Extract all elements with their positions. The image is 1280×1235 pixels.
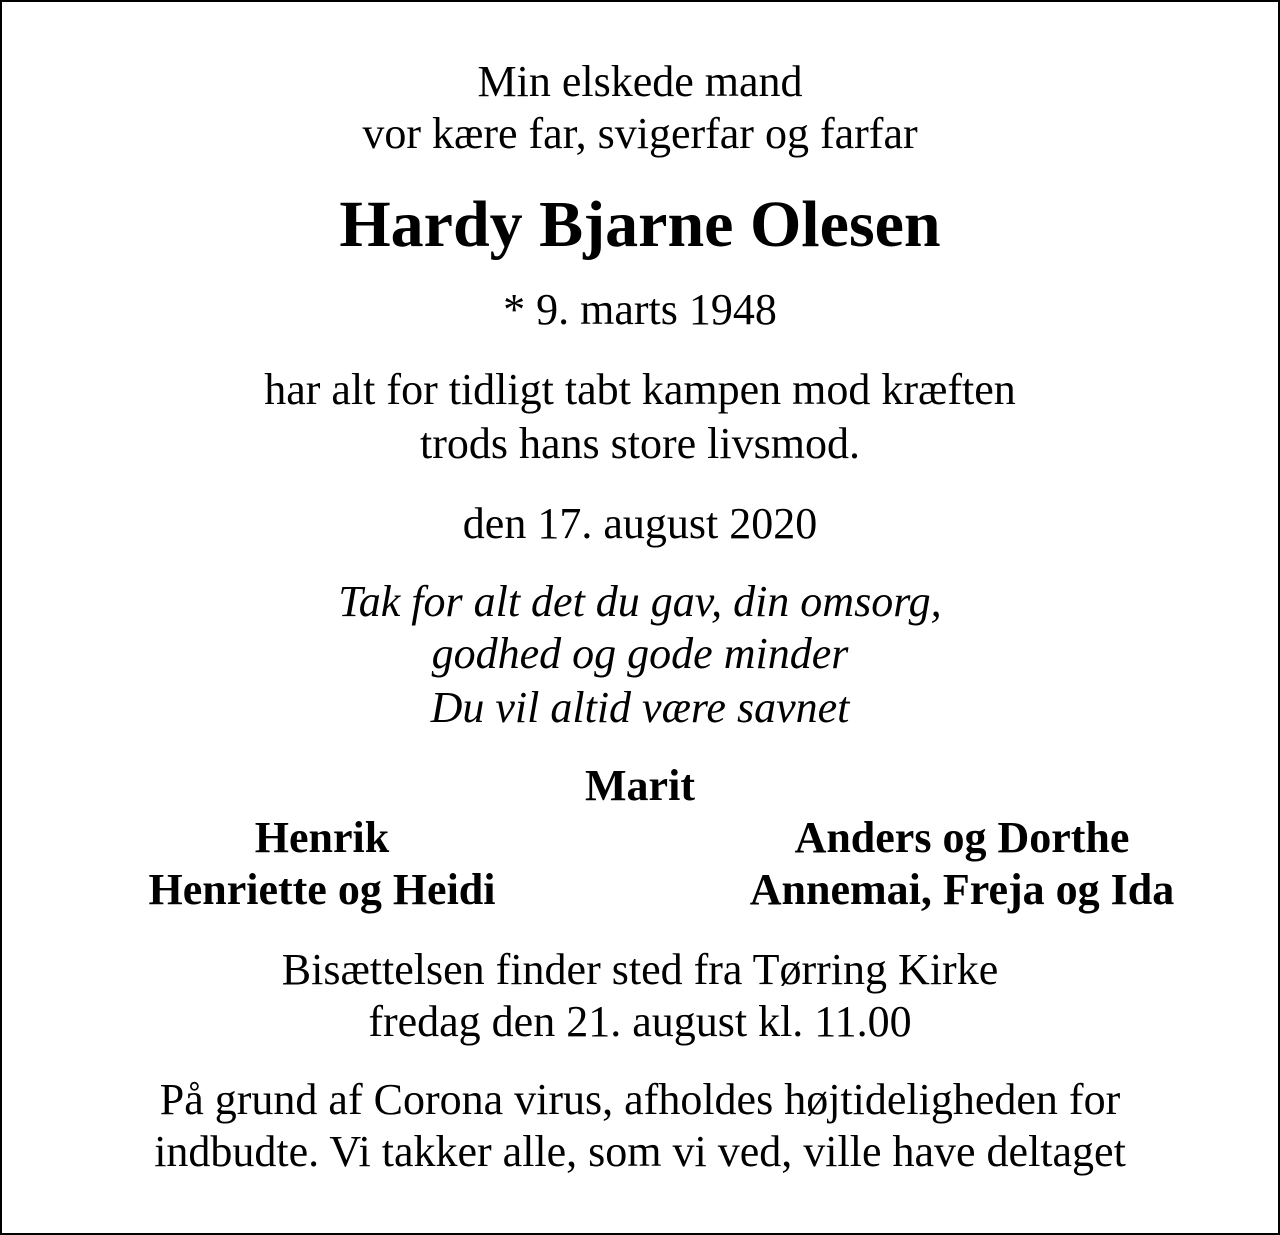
service-line-2: fredag den 21. august kl. 11.00 bbox=[368, 997, 912, 1046]
verse-line-2: godhed og gode minder bbox=[431, 629, 849, 678]
birth-date: * 9. marts 1948 bbox=[503, 285, 777, 334]
deceased-name: Hardy Bjarne Olesen bbox=[339, 188, 941, 261]
intro-line-1: Min elskede mand bbox=[477, 57, 803, 106]
spouse-name: Marit bbox=[585, 761, 695, 810]
family-left-line-2: Henriette og Heidi bbox=[148, 865, 496, 914]
verse-line-1: Tak for alt det du gav, din omsorg, bbox=[338, 577, 942, 626]
service-line-1: Bisættelsen finder sted fra Tørring Kirke bbox=[281, 945, 999, 994]
verse-line-3: Du vil altid være savnet bbox=[430, 683, 850, 732]
message-line-2: trods hans store livsmod. bbox=[420, 419, 860, 468]
family-left-line-1: Henrik bbox=[254, 813, 390, 862]
family-right-line-2: Annemai, Freja og Ida bbox=[749, 865, 1175, 914]
notice-line-1: På grund af Corona virus, afholdes højtideligheden for bbox=[159, 1075, 1121, 1124]
family-right-line-1: Anders og Dorthe bbox=[794, 813, 1130, 862]
notice-line-2: indbudte. Vi takker alle, som vi ved, ville have deltaget bbox=[154, 1127, 1126, 1176]
message-line-1: har alt for tidligt tabt kampen mod kræften bbox=[264, 365, 1016, 414]
intro-line-2: vor kære far, svigerfar og farfar bbox=[362, 109, 918, 158]
death-date: den 17. august 2020 bbox=[462, 499, 818, 548]
